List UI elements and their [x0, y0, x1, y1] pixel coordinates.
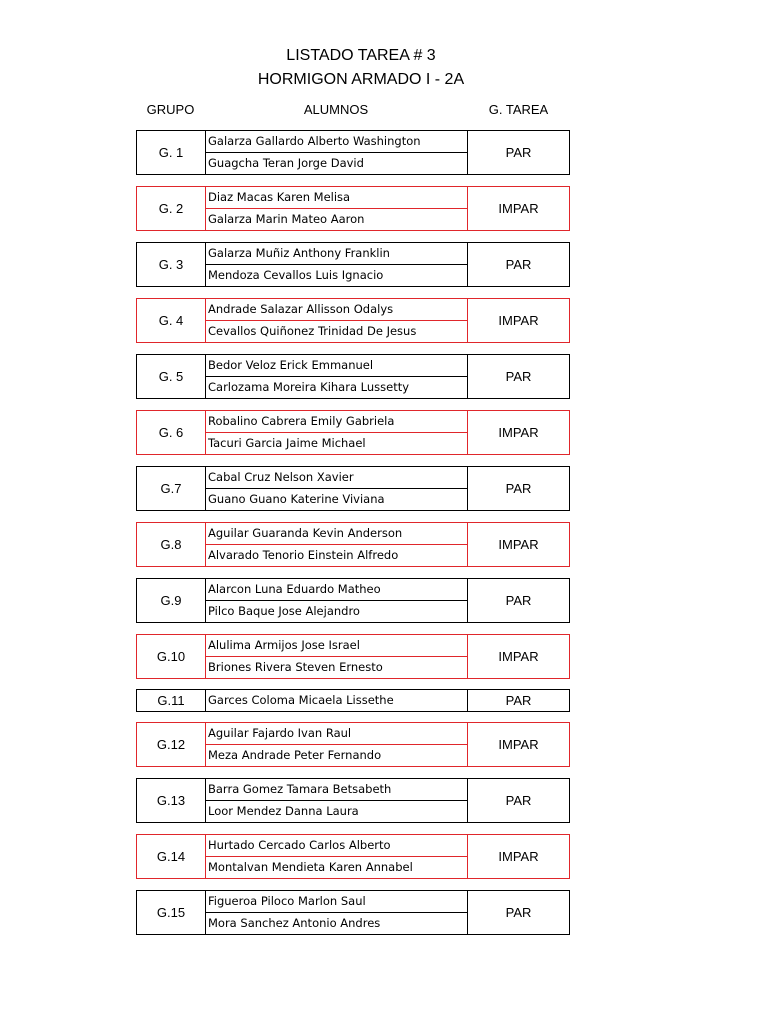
page-title: LISTADO TAREA # 3: [286, 47, 436, 64]
student-name: Guano Guano Katerine Viviana: [208, 491, 385, 506]
group-task: PAR: [505, 593, 532, 608]
group-row: [136, 722, 570, 767]
student-name: Aguilar Fajardo Ivan Raul: [206, 723, 467, 745]
group-students: [206, 690, 468, 711]
column-header-grupo: GRUPO: [146, 102, 195, 117]
student-name: Figueroa Piloco Marlon Saul: [206, 891, 467, 913]
group-name: G. 6: [137, 411, 206, 454]
student-name: Pilco Baque Jose Alejandro: [208, 603, 360, 618]
student-name: Aguilar Guaranda Kevin Anderson: [206, 523, 467, 545]
student-name: Tacuri Garcia Jaime Michael: [208, 435, 366, 450]
group-students: [206, 523, 468, 566]
group-students: [206, 187, 468, 230]
student-name: Mora Sanchez Antonio Andres: [208, 915, 381, 930]
group-task: IMPAR: [498, 201, 539, 216]
group-row: [136, 578, 570, 623]
group-row: [136, 634, 570, 679]
group-name: G.8: [137, 523, 206, 566]
student-name: Diaz Macas Karen Melisa: [206, 187, 467, 209]
group-task: IMPAR: [498, 849, 539, 864]
group-name: G.13: [137, 779, 206, 822]
group-students: [206, 411, 468, 454]
group-name: G. 3: [137, 243, 206, 286]
student-name: Hurtado Cercado Carlos Alberto: [206, 835, 467, 857]
group-task: PAR: [505, 145, 532, 160]
group-row: [136, 834, 570, 879]
group-students: [206, 467, 468, 510]
student-name: Galarza Marin Mateo Aaron: [208, 211, 365, 226]
group-row: [136, 410, 570, 455]
group-row: [136, 298, 570, 343]
group-row: [136, 466, 570, 511]
group-name: G.12: [137, 723, 206, 766]
student-name: Meza Andrade Peter Fernando: [208, 747, 382, 762]
group-name: G. 5: [137, 355, 206, 398]
group-row: [136, 890, 570, 935]
group-students: [206, 779, 468, 822]
group-task: PAR: [505, 257, 532, 272]
group-students: [206, 131, 468, 174]
group-students: [206, 299, 468, 342]
student-name: Briones Rivera Steven Ernesto: [208, 659, 383, 674]
group-row: [136, 689, 570, 712]
group-task: IMPAR: [498, 649, 539, 664]
group-task: IMPAR: [498, 537, 539, 552]
group-name: G. 1: [137, 131, 206, 174]
group-students: [206, 635, 468, 678]
student-name: Cabal Cruz Nelson Xavier: [206, 467, 467, 489]
group-task: PAR: [505, 369, 532, 384]
student-name: Robalino Cabrera Emily Gabriela: [206, 411, 467, 433]
group-name: G.11: [137, 690, 206, 711]
student-name: Galarza Gallardo Alberto Washington: [206, 131, 467, 153]
group-students: [206, 355, 468, 398]
student-name: Bedor Veloz Erick Emmanuel: [206, 355, 467, 377]
group-row: [136, 778, 570, 823]
page-subtitle: HORMIGON ARMADO I - 2A: [257, 71, 465, 88]
group-name: G.10: [137, 635, 206, 678]
group-name: G. 2: [137, 187, 206, 230]
student-name: Montalvan Mendieta Karen Annabel: [208, 859, 413, 874]
student-name: Loor Mendez Danna Laura: [208, 803, 359, 818]
student-name: Alulima Armijos Jose Israel: [206, 635, 467, 657]
column-header-alumnos: ALUMNOS: [303, 102, 369, 117]
group-task: IMPAR: [498, 737, 539, 752]
group-students: [206, 835, 468, 878]
group-students: [206, 579, 468, 622]
student-name: Mendoza Cevallos Luis Ignacio: [208, 267, 384, 282]
student-name: Alvarado Tenorio Einstein Alfredo: [208, 547, 399, 562]
group-students: [206, 243, 468, 286]
group-task: PAR: [505, 905, 532, 920]
student-name: Barra Gomez Tamara Betsabeth: [206, 779, 467, 801]
student-name: Carlozama Moreira Kihara Lussetty: [208, 379, 410, 394]
student-name: Galarza Muñiz Anthony Franklin: [206, 243, 467, 265]
student-name: Guagcha Teran Jorge David: [208, 155, 364, 170]
group-task: PAR: [505, 481, 532, 496]
group-students: [206, 891, 468, 934]
student-name: Garces Coloma Micaela Lissethe: [208, 693, 394, 707]
group-task: IMPAR: [498, 313, 539, 328]
group-row: [136, 130, 570, 175]
student-name: Alarcon Luna Eduardo Matheo: [206, 579, 467, 601]
group-students: [206, 723, 468, 766]
student-name: Cevallos Quiñonez Trinidad De Jesus: [208, 323, 417, 338]
group-name: G. 4: [137, 299, 206, 342]
student-name: Andrade Salazar Allisson Odalys: [206, 299, 467, 321]
group-name: G.9: [137, 579, 206, 622]
group-task: IMPAR: [498, 425, 539, 440]
group-row: [136, 186, 570, 231]
group-name: G.7: [137, 467, 206, 510]
group-task: PAR: [505, 693, 532, 708]
group-name: G.14: [137, 835, 206, 878]
column-header-tarea: G. TAREA: [488, 102, 549, 117]
group-row: [136, 242, 570, 287]
group-row: [136, 522, 570, 567]
group-row: [136, 354, 570, 399]
group-task: PAR: [505, 793, 532, 808]
group-name: G.15: [137, 891, 206, 934]
